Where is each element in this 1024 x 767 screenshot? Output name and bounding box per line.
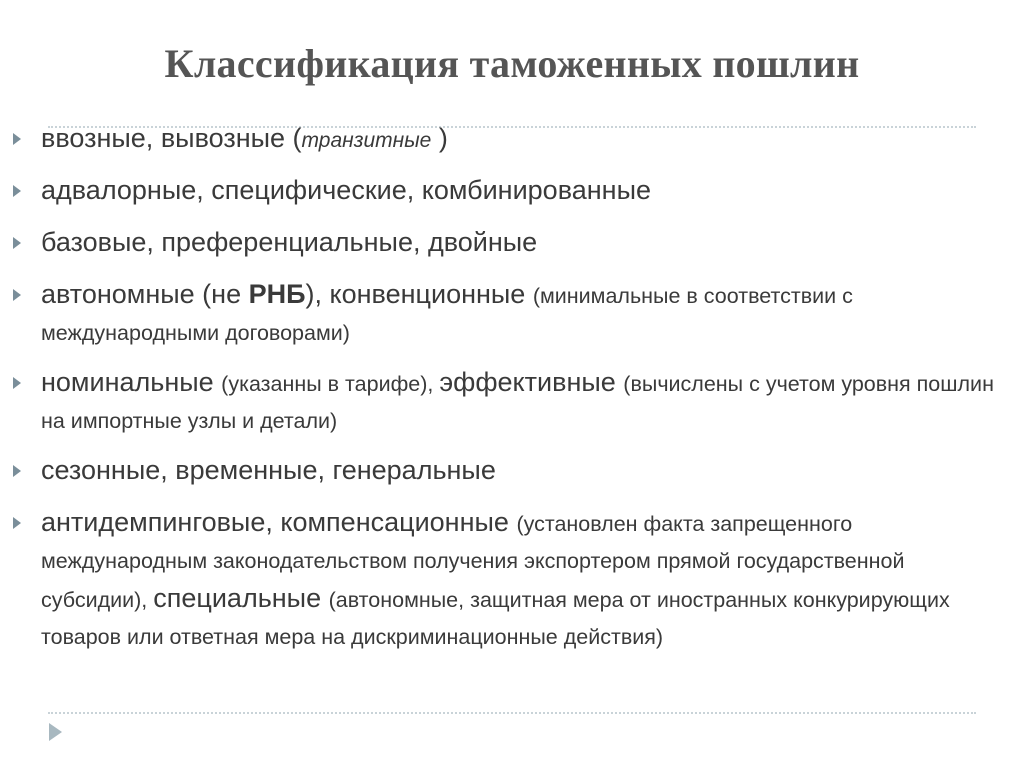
bullet-text: эффективные — [439, 367, 624, 397]
footer-arrow-icon — [49, 723, 62, 741]
bullet-item-base — [13, 225, 1013, 264]
bullet-arrow-icon — [13, 377, 21, 389]
bullet-item-seasonal — [13, 453, 1013, 492]
bullet-item-import-export — [13, 121, 1013, 160]
bullet-item-autonomous — [13, 277, 1013, 353]
bullet-note: (указанны в тарифе), — [221, 372, 440, 396]
bullet-arrow-icon — [13, 185, 21, 197]
bullet-arrow-icon — [13, 465, 21, 477]
bullet-text: ввозные, вывозные ( — [41, 123, 302, 153]
bullet-text: автономные (не — [41, 279, 249, 309]
bullet-arrow-icon — [13, 517, 21, 529]
slide-title: Классификация таможенных пошлин — [164, 41, 860, 86]
bullet-item-nominal — [13, 365, 1013, 441]
bullet-arrow-icon — [13, 133, 21, 145]
bullet-text: адвалорные, специфические, комбинированные — [41, 175, 651, 205]
bullet-item-ad-valorem — [13, 173, 1013, 212]
bullet-bold-text: РНБ — [248, 279, 306, 309]
bullet-note: (минимальные в соответствии с международными договорами) — [41, 284, 853, 345]
bullet-note: (установлен факта запрещенного международным законодательством получения экспортером прямой государственной субсидии), — [41, 512, 905, 612]
bullet-text: базовые, преференциальные, двойные — [41, 227, 538, 257]
bullet-italic-text: транзитные — [301, 129, 432, 152]
bullet-arrow-icon — [13, 289, 21, 301]
bullet-text: ), конвенционные — [305, 279, 533, 309]
bottom-divider — [48, 712, 976, 714]
bullet-note: (автономные, защитная мера от иностранных конкурирующих товаров или ответная мера на дискриминационные действия) — [41, 588, 950, 649]
bullet-item-antidumping — [13, 505, 1013, 657]
bullet-text: ) — [431, 123, 448, 153]
bullet-list — [13, 121, 1013, 669]
bullet-text: антидемпинговые, компенсационные — [41, 507, 517, 537]
bullet-text: сезонные, временные, генеральные — [41, 455, 496, 485]
bullet-text: номинальные — [41, 367, 222, 397]
bullet-text: специальные — [153, 583, 329, 613]
bullet-note: (вычислены с учетом уровня пошлин на импортные узлы и детали) — [41, 372, 994, 433]
bullet-arrow-icon — [13, 237, 21, 249]
